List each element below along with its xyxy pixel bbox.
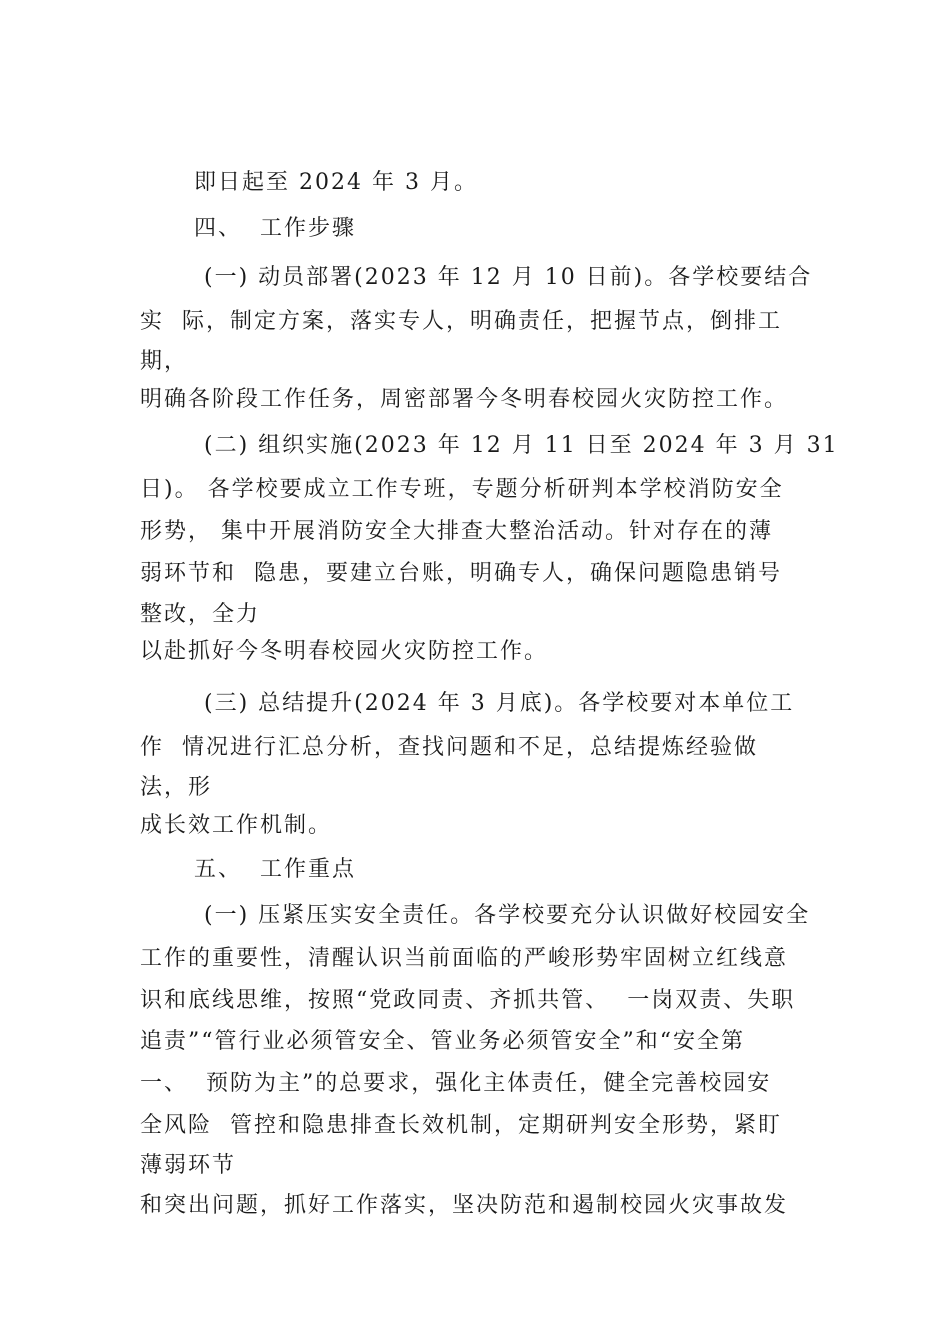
text-line-11: 整改，全力 [140, 602, 261, 627]
text-line-1: 即日起至 2024 年 3 月。 [194, 170, 478, 195]
text-line-15: 法，形 [140, 775, 213, 800]
text-line-13: (三) 总结提升(2024 年 3 月底)。各学校要对本单位工 [204, 691, 795, 716]
text-line-8: 日)。 各学校要成立工作专班，专题分析研判本学校消防安全 [140, 477, 784, 502]
text-line-12: 以赴抓好今冬明春校园火灾防控工作。 [140, 639, 549, 664]
section-heading-5: 五、 工作重点 [194, 857, 356, 882]
text-line-5: 期， [140, 349, 189, 374]
text-line-7: (二) 组织实施(2023 年 12 月 11 日至 2024 年 3 月 31 [204, 433, 839, 458]
text-line-9: 形势， 集中开展消防安全大排查大整治活动。针对存在的薄 [140, 519, 773, 544]
text-line-3: (一) 动员部署(2023 年 12 月 10 日前)。各学校要结合 [204, 265, 813, 290]
text-line-14: 作 情况进行汇总分析，查找问题和不足，总结提炼经验做 [140, 735, 758, 760]
text-line-10: 弱环节和 隐患，要建立台账，明确专人，确保问题隐患销号 [140, 561, 782, 586]
text-line-21: 追责”“管行业必须管安全、管业务必须管安全”和“安全第 [140, 1029, 745, 1054]
text-line-22: 一、 预防为主”的总要求，强化主体责任，健全完善校园安 [140, 1071, 772, 1096]
text-line-23: 全风险 管控和隐患排查长效机制，定期研判安全形势，紧盯 [140, 1113, 782, 1138]
text-line-20: 识和底线思维，按照“党政同责、齐抓共管、 一岗双责、失职 [140, 988, 796, 1013]
text-line-18: (一) 压紧压实安全责任。各学校要充分认识做好校园安全 [204, 903, 811, 928]
text-line-4: 实 际，制定方案，落实专人，明确责任，把握节点，倒排工 [140, 309, 782, 334]
text-line-6: 明确各阶段工作任务，周密部署今冬明春校园火灾防控工作。 [140, 387, 789, 412]
text-line-24: 薄弱环节 [140, 1153, 237, 1178]
text-line-19: 工作的重要性，清醒认识当前面临的严峻形势牢固树立红线意 [140, 946, 789, 971]
text-line-25: 和突出问题，抓好工作落实，坚决防范和遏制校园火灾事故发 [140, 1193, 789, 1218]
section-heading-4: 四、 工作步骤 [194, 216, 356, 241]
text-line-16: 成长效工作机制。 [140, 813, 333, 838]
